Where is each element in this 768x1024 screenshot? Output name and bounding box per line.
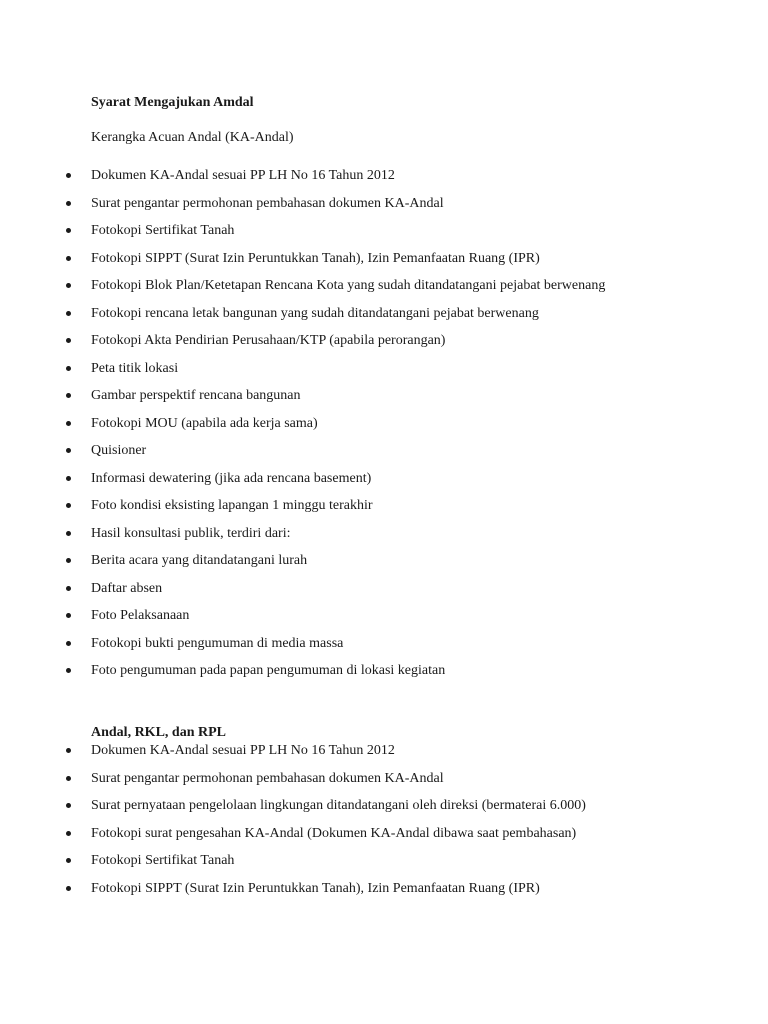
list-item-text: Gambar perspektif rencana bangunan bbox=[91, 388, 301, 403]
requirements-list-ka-andal bbox=[0, 167, 768, 690]
list-item bbox=[0, 442, 768, 459]
list-item bbox=[0, 222, 768, 239]
list-item-text: Fotokopi Sertifikat Tanah bbox=[91, 853, 235, 868]
list-item-text: Dokumen KA-Andal sesuai PP LH No 16 Tahun 2012 bbox=[91, 743, 395, 758]
requirements-list-andal-rkl-rpl bbox=[0, 742, 768, 907]
bullet-icon bbox=[66, 228, 71, 233]
list-item bbox=[0, 250, 768, 267]
list-item bbox=[0, 770, 768, 787]
bullet-icon bbox=[66, 201, 71, 206]
list-item bbox=[0, 825, 768, 842]
list-item bbox=[0, 607, 768, 624]
list-item bbox=[0, 635, 768, 652]
list-item bbox=[0, 415, 768, 432]
list-item bbox=[0, 580, 768, 597]
list-item bbox=[0, 387, 768, 404]
bullet-icon bbox=[66, 173, 71, 178]
list-item bbox=[0, 662, 768, 679]
bullet-icon bbox=[66, 476, 71, 481]
list-item bbox=[0, 797, 768, 814]
bullet-icon bbox=[66, 558, 71, 563]
bullet-icon bbox=[66, 366, 71, 371]
bullet-icon bbox=[66, 586, 71, 591]
list-item-text: Hasil konsultasi publik, terdiri dari: bbox=[91, 525, 291, 541]
bullet-icon bbox=[66, 448, 71, 453]
list-item-text: Fotokopi Sertifikat Tanah bbox=[91, 223, 235, 238]
bullet-icon bbox=[66, 858, 71, 863]
list-item bbox=[0, 525, 768, 542]
list-item-text: Foto pengumuman pada papan pengumuman di lokasi kegiatan bbox=[91, 663, 446, 678]
section-subtitle-ka-andal: Kerangka Acuan Andal (KA-Andal) bbox=[91, 130, 294, 145]
list-item-text: Surat pengantar permohonan pembahasan dokumen KA-Andal bbox=[91, 770, 444, 786]
bullet-icon bbox=[66, 668, 71, 673]
list-item-text: Surat pernyataan pengelolaan lingkungan ditandatangani oleh direksi (bermaterai 6.000) bbox=[91, 798, 586, 813]
list-item-text: Fotokopi Blok Plan/Ketetapan Rencana Kota yang sudah ditandatangani pejabat berwenang bbox=[91, 278, 606, 293]
list-item-text: Fotokopi rencana letak bangunan yang sudah ditandatangani pejabat berwenang bbox=[91, 305, 539, 321]
bullet-icon bbox=[66, 776, 71, 781]
bullet-icon bbox=[66, 503, 71, 508]
list-item-text: Fotokopi SIPPT (Surat Izin Peruntukkan Tanah), Izin Pemanfaatan Ruang (IPR) bbox=[91, 880, 540, 896]
bullet-icon bbox=[66, 831, 71, 836]
list-item-text: Foto Pelaksanaan bbox=[91, 608, 190, 623]
list-item-text: Dokumen KA-Andal sesuai PP LH No 16 Tahun 2012 bbox=[91, 168, 395, 183]
list-item-text: Daftar absen bbox=[91, 580, 163, 596]
section-title-syarat-amdal: Syarat Mengajukan Amdal bbox=[91, 95, 254, 110]
bullet-icon bbox=[66, 256, 71, 261]
list-item bbox=[0, 360, 768, 377]
list-item bbox=[0, 332, 768, 349]
bullet-icon bbox=[66, 748, 71, 753]
bullet-icon bbox=[66, 613, 71, 618]
bullet-icon bbox=[66, 641, 71, 646]
list-item bbox=[0, 880, 768, 897]
list-item-text: Fotokopi surat pengesahan KA-Andal (Dokumen KA-Andal dibawa saat pembahasan) bbox=[91, 825, 577, 841]
list-item bbox=[0, 277, 768, 294]
bullet-icon bbox=[66, 803, 71, 808]
list-item bbox=[0, 470, 768, 487]
section-title-andal-rkl-rpl: Andal, RKL, dan RPL bbox=[91, 725, 226, 740]
list-item bbox=[0, 167, 768, 184]
list-item-text: Quisioner bbox=[91, 443, 147, 458]
bullet-icon bbox=[66, 421, 71, 426]
bullet-icon bbox=[66, 886, 71, 891]
list-item bbox=[0, 497, 768, 514]
list-item-text: Berita acara yang ditandatangani lurah bbox=[91, 553, 308, 568]
list-item bbox=[0, 195, 768, 212]
bullet-icon bbox=[66, 283, 71, 288]
bullet-icon bbox=[66, 311, 71, 316]
list-item-text: Foto kondisi eksisting lapangan 1 minggu terakhir bbox=[91, 498, 373, 513]
bullet-icon bbox=[66, 338, 71, 343]
list-item-text: Fotokopi SIPPT (Surat Izin Peruntukkan Tanah), Izin Pemanfaatan Ruang (IPR) bbox=[91, 250, 540, 266]
list-item-text: Informasi dewatering (jika ada rencana basement) bbox=[91, 470, 372, 486]
list-item bbox=[0, 852, 768, 869]
list-item-text: Fotokopi MOU (apabila ada kerja sama) bbox=[91, 415, 318, 431]
list-item bbox=[0, 742, 768, 759]
bullet-icon bbox=[66, 531, 71, 536]
list-item bbox=[0, 552, 768, 569]
list-item bbox=[0, 305, 768, 322]
list-item-text: Peta titik lokasi bbox=[91, 360, 179, 376]
bullet-icon bbox=[66, 393, 71, 398]
list-item-text: Fotokopi bukti pengumuman di media massa bbox=[91, 635, 344, 651]
list-item-text: Fotokopi Akta Pendirian Perusahaan/KTP (apabila perorangan) bbox=[91, 333, 446, 348]
list-item-text: Surat pengantar permohonan pembahasan dokumen KA-Andal bbox=[91, 195, 444, 211]
